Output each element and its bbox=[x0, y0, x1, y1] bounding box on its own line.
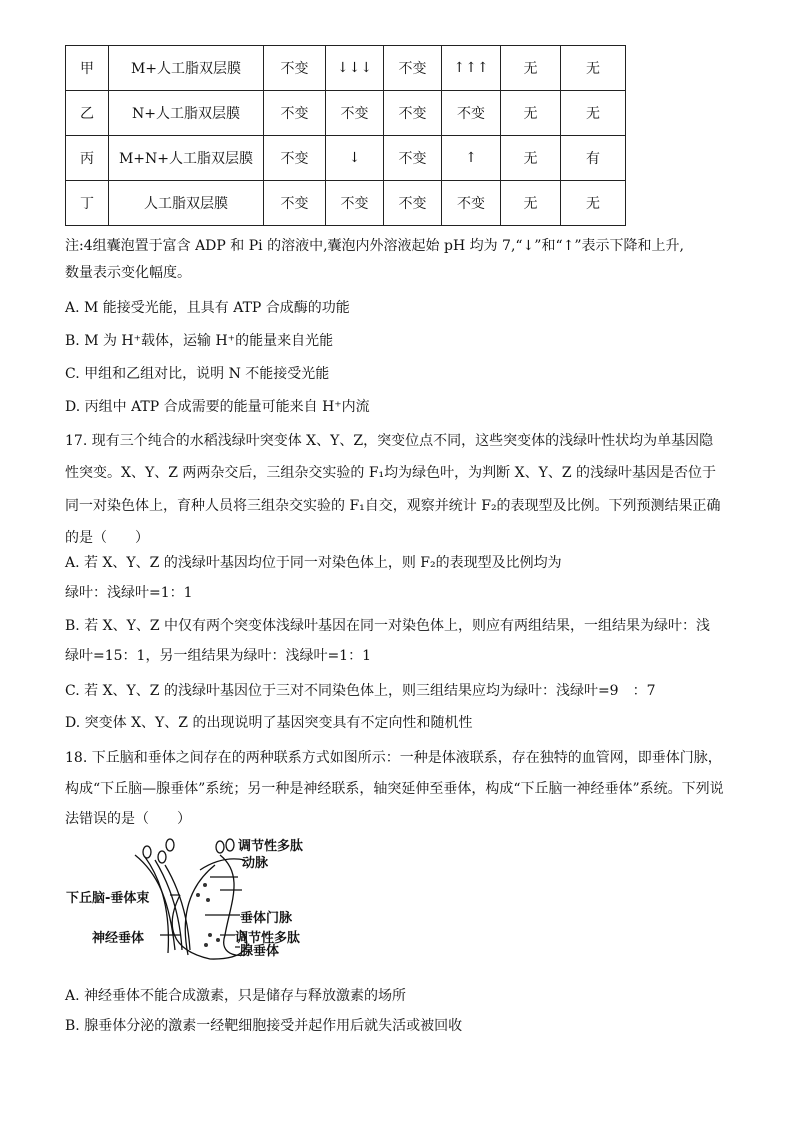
option-c: C. 若 X、Y、Z 的浅绿叶基因位于三对不同染色体上，则三组结果应均为绿叶：浅绿叶=9 ：7 bbox=[65, 683, 656, 699]
table-cell: 甲 bbox=[66, 46, 109, 91]
option-b: 绿叶=15：1，另一组结果为绿叶：浅绿叶=1：1 bbox=[65, 648, 371, 664]
option-c: C. 甲组和乙组对比，说明 N 不能接受光能 bbox=[65, 366, 330, 382]
question-17: 同一对染色体上，育种人员将三组杂交实验的 F₁自交，观察并统计 F₂的表现型及比例。下列预测结果正确 bbox=[65, 498, 721, 514]
table-cell: 不变 bbox=[384, 91, 442, 136]
question-18: 18. 下丘脑和垂体之间存在的两种联系方式如图所示：一种是体液联系，存在独特的血管网，即垂体门脉， bbox=[65, 750, 722, 766]
table-cell: 不变 bbox=[442, 91, 501, 136]
question-18: 构成“下丘脑—腺垂体”系统；另一种是神经联系，轴突延伸至垂体，构成“下丘脑一神经垂体”系统。下列说 bbox=[65, 781, 724, 797]
option-d: D. 突变体 X、Y、Z 的出现说明了基因突变具有不定向性和随机性 bbox=[65, 715, 473, 731]
label-artery: 动脉 bbox=[242, 856, 269, 871]
option-a: A. 神经垂体不能合成激素，只是储存与释放激素的场所 bbox=[65, 988, 407, 1004]
table-cell: ↓↓↓ bbox=[326, 46, 384, 91]
table-cell: N+人工脂双层膜 bbox=[109, 91, 264, 136]
table-row bbox=[66, 46, 626, 91]
table-cell: 乙 bbox=[66, 91, 109, 136]
option-d: D. 丙组中 ATP 合成需要的能量可能来自 H⁺内流 bbox=[65, 399, 370, 415]
question-18: 法错误的是（ ） bbox=[65, 811, 191, 827]
table-cell: 人工脂双层膜 bbox=[109, 181, 264, 226]
label-regulatory-peptide: 调节性多肽 bbox=[238, 839, 304, 854]
table-cell: 不变 bbox=[264, 91, 326, 136]
label-portal-vein: 垂体门脉 bbox=[240, 911, 293, 926]
question-17: 的是（ ） bbox=[65, 530, 149, 546]
results-table bbox=[65, 45, 626, 226]
table-cell: 不变 bbox=[264, 181, 326, 226]
table-cell: 有 bbox=[561, 136, 626, 181]
table-cell: 不变 bbox=[384, 46, 442, 91]
table-cell: 无 bbox=[561, 181, 626, 226]
table-cell: 丙 bbox=[66, 136, 109, 181]
option-b: B. M 为 H⁺载体，运输 H⁺的能量来自光能 bbox=[65, 333, 334, 349]
table-cell: 不变 bbox=[326, 91, 384, 136]
table-cell: 无 bbox=[561, 46, 626, 91]
table-cell: 不变 bbox=[264, 46, 326, 91]
table-note: 数量表示变化幅度。 bbox=[65, 265, 191, 281]
table-cell: 不变 bbox=[326, 181, 384, 226]
question-17: 性突变。X、Y、Z 两两杂交后，三组杂交实验的 F₁均为绿色叶，为判断 X、Y、Z 的浅绿叶基因是否位于 bbox=[65, 465, 716, 481]
table-row bbox=[66, 91, 626, 136]
option-a: 绿叶：浅绿叶=1：1 bbox=[65, 585, 193, 601]
table-cell: ↑↑↑ bbox=[442, 46, 501, 91]
label-neurohypophysis: 神经垂体 bbox=[92, 931, 145, 946]
question-17: 17. 现有三个纯合的水稻浅绿叶突变体 X、Y、Z，突变位点不同，这些突变体的浅绿叶性状均为单基因隐 bbox=[65, 433, 714, 449]
table-cell: 不变 bbox=[442, 181, 501, 226]
label-adenohypophysis: 腺垂体 bbox=[240, 944, 280, 959]
table-cell: M+N+人工脂双层膜 bbox=[109, 136, 264, 181]
option-b: B. 腺垂体分泌的激素一经靶细胞接受并起作用后就失活或被回收 bbox=[65, 1018, 463, 1034]
option-a: A. M 能接受光能，且具有 ATP 合成酶的功能 bbox=[65, 300, 350, 316]
label-regulatory-peptide: 调节性多肽 bbox=[235, 931, 301, 946]
table-cell: 无 bbox=[501, 136, 561, 181]
pituitary-diagram bbox=[66, 835, 330, 960]
table-cell: 丁 bbox=[66, 181, 109, 226]
table-cell: 无 bbox=[561, 91, 626, 136]
table-cell: ↑ bbox=[442, 136, 501, 181]
option-a: A. 若 X、Y、Z 的浅绿叶基因均位于同一对染色体上，则 F₂的表现型及比例均为 bbox=[65, 555, 562, 571]
table-cell: 不变 bbox=[384, 136, 442, 181]
label-hypothalamo-hypophyseal-tract: 下丘脑-垂体束 bbox=[66, 891, 150, 906]
table-cell: 无 bbox=[501, 181, 561, 226]
table-row bbox=[66, 136, 626, 181]
table-cell: 无 bbox=[501, 91, 561, 136]
table-cell: 不变 bbox=[384, 181, 442, 226]
table-cell: 不变 bbox=[264, 136, 326, 181]
table-note: 注:4组囊泡置于富含 ADP 和 Pi 的溶液中,囊泡内外溶液起始 pH 均为 7,“↓”和“↑”表示下降和上升, bbox=[65, 238, 684, 254]
table-cell: ↓ bbox=[326, 136, 384, 181]
table-cell: M+人工脂双层膜 bbox=[109, 46, 264, 91]
table-row bbox=[66, 181, 626, 226]
option-b: B. 若 X、Y、Z 中仅有两个突变体浅绿叶基因在同一对染色体上，则应有两组结果，一组结果为绿叶：浅 bbox=[65, 618, 711, 634]
table-cell: 无 bbox=[501, 46, 561, 91]
